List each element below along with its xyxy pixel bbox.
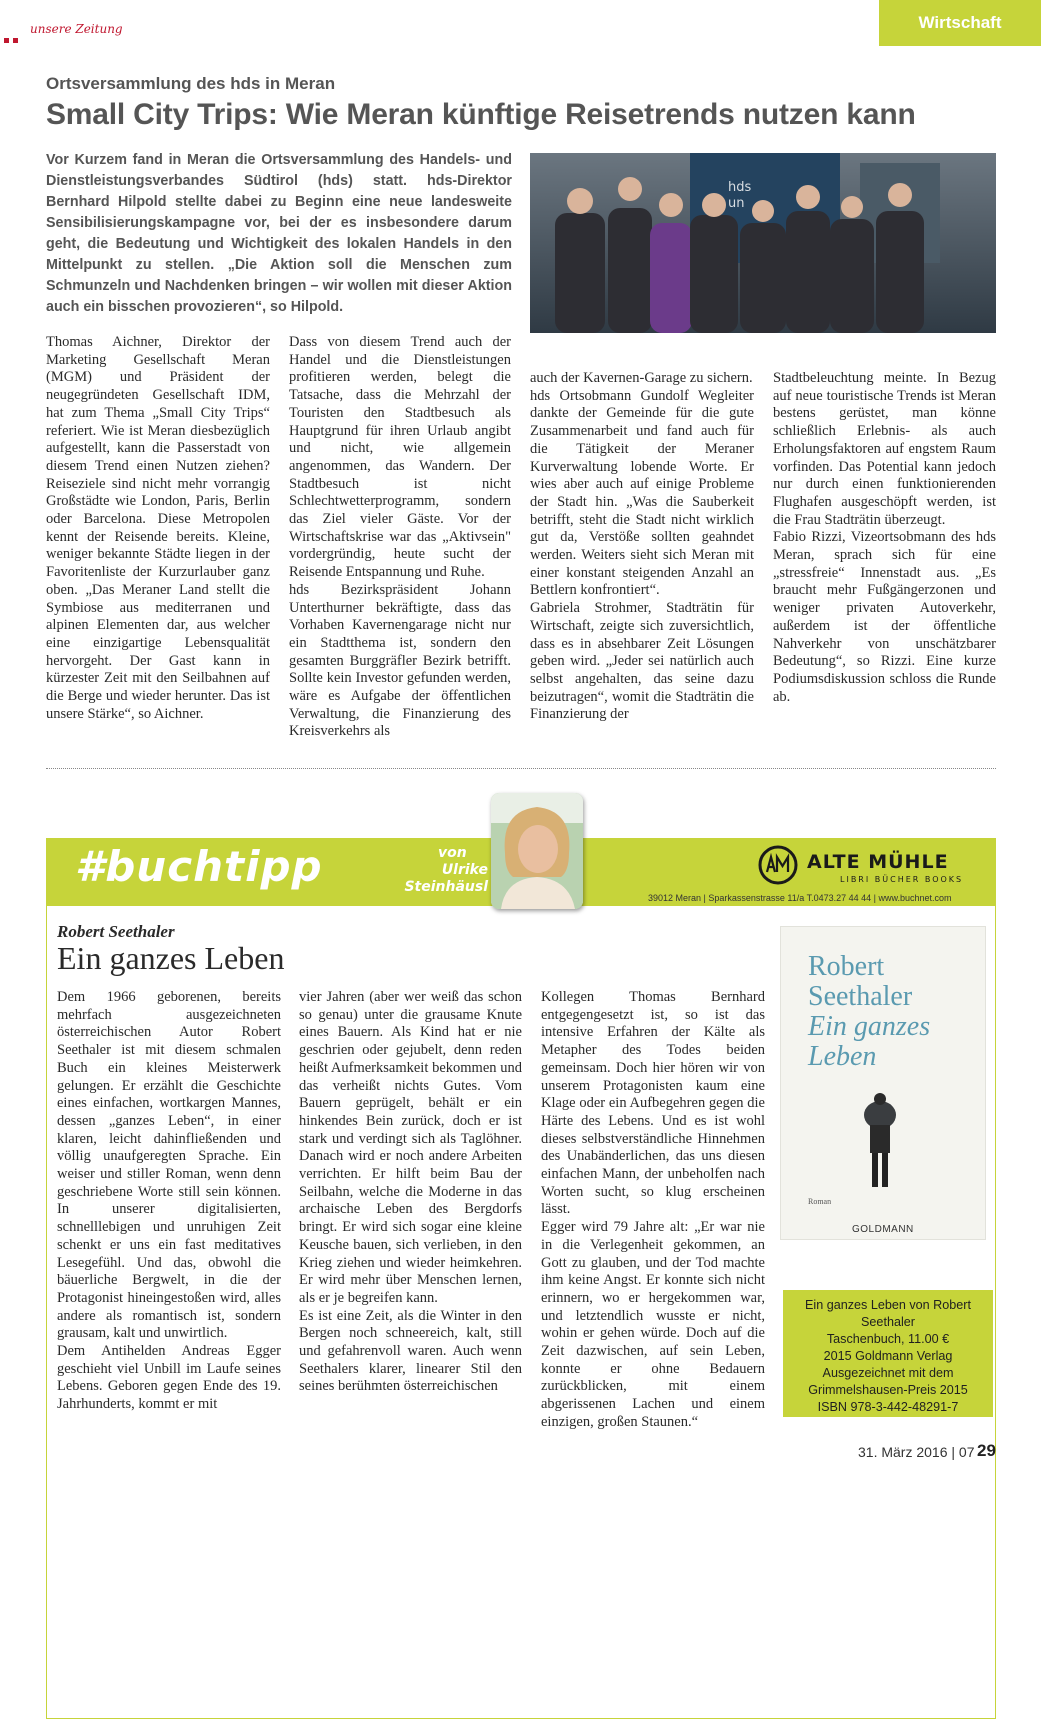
photo-sign-line: un xyxy=(728,196,745,211)
brand-name: unsere Zeitung xyxy=(30,22,123,36)
group-photo xyxy=(530,153,996,333)
alte-muehle-logo-icon xyxy=(758,845,798,885)
review-paragraph: Dem 1966 geborenen, bereits mehrfach ausgezeichneten österreichischen Autor Robert Seethaler ist mit diesem schmalen Buch ein kleines Meisterwerk gelungen. Er erzählt die Geschichte eines einfachen, wortkargen Mannes, dessen „ganzes Leben“, in einer klaren, leicht dahinfließenden und völlig unaufgeregten Sprache. Ein weiser und stiller Roman, wenn denn geschriebene Worte still sein können. In unserer digitalisierten, schnelllebigen und unruhigen Zeit schenkt er uns ein fast meditatives Lesegefühl. Und das, obwohl die bäuerliche Bergwelt, in die der Protagonist hineingestoßen wird, alles andere als romantisch ist, sondern grausam, kalt und unwirtlich. xyxy=(57,989,281,1342)
article-column-4 xyxy=(773,370,996,706)
article-lead: Vor Kurzem fand in Meran die Ortsversammlung des Handels- und Dienstleistungsverbandes Südtirol (hds) statt. hds-Direktor Bernhard Hilpold stellte dabei zu Beginn eine neue landesweite Sensibilisierungskampagne vor, bei der es insbesondere darum geht, die Bedeutung und Wichtigkeit des lokalen Handels in den Mittelpunkt zu stellen. „Die Aktion soll die Menschen zum Schmunzeln und Nachdenken bringen – wir wollen mit dieser Aktion auch ein bisschen provozieren“, so Hilpold. xyxy=(46,152,512,315)
shop-address: 39012 Meran | Sparkassenstrasse 11/a T.0473.27 44 44 | www.buchnet.com xyxy=(648,893,952,903)
footer-date: 31. März 2016 | 07 xyxy=(858,1444,975,1460)
page-number: 29 xyxy=(977,1441,996,1460)
book-info-line: Grimmelshausen-Preis 2015 xyxy=(808,1383,968,1397)
article-paragraph: Stadtbeleuchtung meinte. In Bezug auf neue touristische Trends ist Meran bestens gerüstet, man könne schließlich Erlebnis- als auch Erholungsfaktoren auf engstem Raum vorfinden. Das Potential kann jedoch nur durch einen funktionierenden Flughafen ausgeschöpft werden, ist die Frau Stadträtin überzeugt. xyxy=(773,370,996,528)
brand-squares xyxy=(4,30,22,48)
section-divider xyxy=(46,768,996,769)
author-portrait-image xyxy=(491,793,583,909)
article-paragraph: Thomas Aichner, Direktor der Marketing Gesellschaft Meran (MGM) und Präsident der neugegründeten Gesellschaft IDM, hat zum Thema „Small City Trips“ referiert. Wie ist Meran diesbezüglich aufgestellt, kann die Passerstadt von diesem Trend einen Nutzen ziehen? Reiseziele sind nicht mehr vorrangig Großstädte wie London, Paris, Berlin oder Barcelona. Diese Metropolen kennt der Reisende bereits. Kleine, weniger bekannte Städte liegen in der Favoritenliste der Kurzurlauber ganz oben. „Das Meraner Land stellt die Symbiose aus mediterranen und alpinen Elementen dar, aus welcher eine einzigartige Lebensqualität hervorgeht. Der Gast kann in kürzester Zeit mit den Seilbahnen auf die Berge und wieder herunter. Das ist unsere Stärke“, so Aichner. xyxy=(46,334,270,722)
book-cover-author-line: Seethaler xyxy=(808,981,913,1012)
article-paragraph: Gabriela Strohmer, Stadträtin für Wirtschaft, zeigte sich zuversichtlich, dass es in absehbarer Zeit Lösungen geben wird. „Jeder sei natürlich auch selbst angehalten, das seine dazu beizutragen“, womit die Stadträtin die Finanzierung der xyxy=(530,600,754,723)
book-info-line: Ein ganzes Leben von Robert Seethaler xyxy=(805,1298,971,1329)
article-paragraph: Fabio Rizzi, Vizeortsobmann des hds Meran, sprach sich für eine „stressfreie“ Innenstadt aus. „Es braucht mehr Fußgängerzonen und weniger privaten Autoverkehr, außerdem ist der öffentliche Nahverkehr von unschätzbarer Bedeutung“, so Rizzi. Eine kurze Podiumsdiskussion schloss die Runde ab. xyxy=(773,529,996,705)
review-paragraph: Es ist eine Zeit, als die Winter in den Bergen noch schneereich, kalt, still und gefahrenvoll waren. Auch wenn Seethalers klarer, linearer Stil den seines berühmten österreichischen xyxy=(299,1307,522,1395)
book-info-line: Ausgezeichnet mit dem xyxy=(822,1366,954,1380)
book-cover-title xyxy=(808,1012,930,1072)
review-column-1 xyxy=(57,989,281,1414)
article-column-1 xyxy=(46,334,270,723)
article-column-2 xyxy=(289,334,511,741)
book-cover-figure-icon xyxy=(854,1085,906,1193)
review-paragraph: vier Jahren (aber wer weiß das schon so genau) unter die grausame Knute eines Bauern. Als Kind hat er nie geschrien oder gejubelt, denn reden heißt Aufmerksamkeit bekommen und das verheißt nichts Gutes. Vom Bauern geprügelt, behält er ein hinkendes Bein zurück, doch er ist stark und verdingt sich als Taglöhner. Danach wird er noch andere Arbeiten verrichten. Er hilft beim Bau der Seilbahn, welche die Moderne in das archaische Leben des Bergdorfs bringt. Er wird sich sogar eine kleine Keusche bauen, sich verlieben, in den Krieg ziehen und wieder heimkehren. Er wird mehr über Menschen lernen, als er je begreifen kann. xyxy=(299,989,522,1306)
book-cover-title-line: Ein ganzes xyxy=(808,1011,931,1042)
section-tab: Wirtschaft xyxy=(879,0,1041,46)
shop-name: ALTE MÜHLE xyxy=(807,851,949,873)
shop-subtitle: LIBRI BÜCHER BOOKS xyxy=(840,875,964,884)
book-info-line: ISBN 978-3-442-48291-7 xyxy=(817,1400,959,1414)
book-info-line: 2015 Goldmann Verlag xyxy=(823,1349,953,1363)
article-paragraph: auch der Kavernen-Garage zu sichern. xyxy=(530,370,753,386)
book-cover-title-line: Leben xyxy=(808,1041,877,1072)
book-cover-publisher: GOLDMANN xyxy=(852,1224,914,1235)
buchtipp-von: von xyxy=(438,845,467,861)
buchtipp-author-first: Ulrike xyxy=(441,862,488,878)
review-kicker: Robert Seethaler xyxy=(57,922,175,941)
buchtipp-author xyxy=(398,862,488,896)
review-title: Ein ganzes Leben xyxy=(57,940,285,976)
book-cover-author-line: Robert xyxy=(808,951,885,982)
article-paragraph: hds Bezirkspräsident Johann Unterthurner bekräftigte, dass das Vorhaben Kavernengarage nicht nur ein Stadtthema ist, sondern den gesamten Burggräfler Bezirk betrifft. Sollte kein Investor gefunden werden, wäre es Aufgabe der öffentlichen Verwaltung, die Finanzierung des Kreisverkehrs als xyxy=(289,581,511,740)
author-portrait xyxy=(491,793,583,909)
group-photo-image xyxy=(530,153,996,333)
article-column-3 xyxy=(530,370,754,724)
review-paragraph: Kollegen Thomas Bernhard entgegengesetzt ist, so ist das intensive Erfahren der Kälte als Metapher des Todes beiden gemeinsam. Doch hier hören wir von unserem Protagonisten kaum eine Klage oder ein Aufbegehren gegen die Härte des Lebens. Und es ist wohl dieses selbstverständliche Hinnehmen des Unabänderlichen, das uns diesen einfachen Mann, der unbeholfen nach Worten sucht, so klug erscheinen lässt. xyxy=(541,989,765,1218)
book-cover-genre: Roman xyxy=(808,1197,832,1206)
buchtipp-author-last: Steinhäusl xyxy=(404,879,488,895)
buchtipp-tag: #buchtipp xyxy=(75,842,323,891)
article-kicker: Ortsversammlung des hds in Meran xyxy=(46,74,336,93)
review-paragraph: Dem Antihelden Andreas Egger geschieht viel Unbill im Laufe seines Lebens. Geboren gegen Ende des 19. Jahrhunderts, kommt er mit xyxy=(57,1343,281,1413)
book-info-line: Taschenbuch, 11.00 € xyxy=(826,1332,950,1346)
photo-sign-line: hds xyxy=(728,180,752,195)
book-cover-author xyxy=(808,952,912,1012)
review-column-2 xyxy=(299,989,522,1396)
article-headline: Small City Trips: Wie Meran künftige Reisetrends nutzen kann xyxy=(46,98,916,131)
review-paragraph: Egger wird 79 Jahre alt: „Er war nie in die Verlegenheit gekommen, an Gott zu glauben, und der Tod machte ihm keine Angst. Er konnte sich nicht erinnern, wo er hergekommen war, und letztendlich wusste er nicht, wohin er gehen würde. Doch auf die Zeit dazwischen, auf sein Leben, konnte er ohne Bedauern zurückblicken, mit einem abgerissenen Lachen und einem einzigen, großen Staunen.“ xyxy=(541,1219,765,1430)
review-column-3 xyxy=(541,989,765,1432)
article-paragraph: Dass von diesem Trend auch der Handel und die Dienstleistungen profitieren werden, belegt die Tatsache, dass die Mehrzahl der Touristen den Stadtbesuch als Hauptgrund für ihren Urlaub angibt und nicht, wie allgemein angenommen, das Wandern. Der Stadtbesuch ist nicht Schlechtwetterprogramm, sondern das Ziel vieler Gäste. Vor der Wirtschaftskrise war das „Aktivsein" vordergründig, heute sucht der Reisende Entspannung und Ruhe. xyxy=(289,334,511,581)
book-info-text xyxy=(783,1297,993,1416)
article-paragraph: hds Ortsobmann Gundolf Wegleiter dankte der Gemeinde für die gute Zusammenarbeit und fand auch für die Tätigkeit der Meraner Kurverwaltung lobende Worte. Er wies aber auch auf einige Probleme der Stadt hin. „Was die Sauberkeit betrifft, steht die Stadt nicht wirklich gut da, Verstöße sollten geahndet werden. Weiters sieht sich Meran mit einer konstant steigenden Anzahl an Bettlern konfrontiert“. xyxy=(530,387,754,599)
